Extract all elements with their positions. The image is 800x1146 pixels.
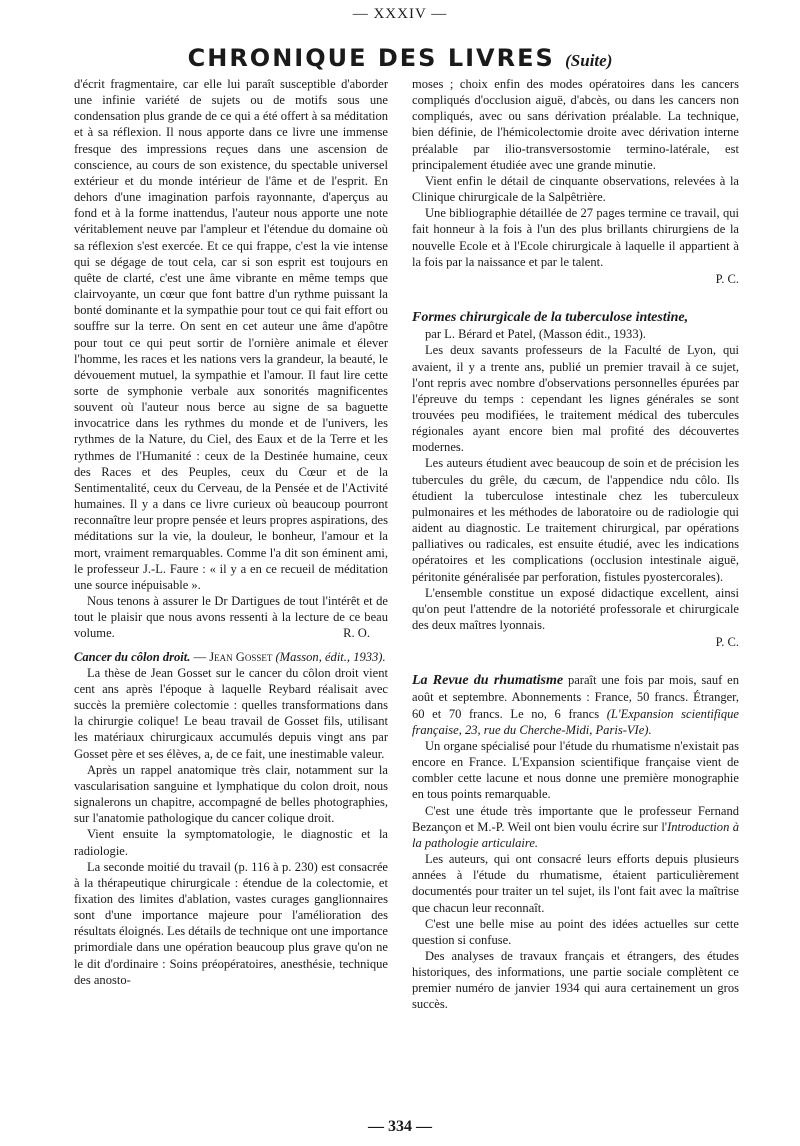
left-column	[74, 76, 388, 988]
paragraph: Vient enfin le détail de cinquante observations, relevées à la Clinique chirurgicale de la Salpêtrière.	[412, 173, 739, 205]
right-column	[412, 76, 739, 1013]
review-publisher: (L'Expansion scientifique française, 23, rue du Cherche-Midi, Paris-VIe).	[412, 706, 739, 737]
paragraph: d'écrit fragmentaire, car elle lui paraît susceptible d'aborder une infinie variété de sujets ou de motifs sous une condensation plus grande de ce qui a été offert à sa méditation et à sa réflexion. Il nous apporte dans ce livre une immense fresque des impressions reçues dans une ascension de conscience, au cours de son existence, du spectable universel extérieur et du monde intérieur de l'âme et de l'esprit. En dehors d'une imagination parfois rayonnante, d'aperçus au fond et à la forme inattendus, l'auteur nous apporte une note véritablement neuve par l'ampleur et l'étendue du domaine où sa réflexion s'est exercée. Et ce qui frappe, c'est la vie intense qui se dégage de tout cela, car si son esprit est toujours en quête de clarté, c'est une âme vibrante en même temps que clairvoyante, un cœur que font battre d'un rythme puissant la bonté dominante et la sympathie pour tout ce qui fait effort ou souffre sur la terre. On sent en cet auteur une âme d'apôtre pour tout ce qui peut sortir de l'ornière animale et élever l'homme, les races et les nations vers la grandeur, la beauté, le dévouement mutuel, la sympathie et l'amour. Il faut lire cette sorte de symphonie verbale aux sonorités magnificentes souvent où l'auteur nous berce au signe de sa baguette invocatrice dans les rythmes du monde et de l'univers, les rythmes de la Nature, du Ciel, des Eaux et de la Terre et les rythmes de l'Humanité : ceux de la Destinée humaine, ceux des Races et des Peuples, ceux du Cœur et de la Sentimentalité, ceux du Cerveau, de la Pensée et de l'Activité humaines. Il y a dans ce livre curieux où beaucoup pourront reconnaître leur propre pensée et leurs propres aspirations, des méditations sur la vie, la douleur, le bonheur, l'amour et la mort, vraiment remarquables. Comme l'a dit son éminent ami, le professeur J.-L. Faure : « il y a en ce recueil de méditation une source inépuisable ».	[74, 77, 388, 592]
paragraph: Nous tenons à assurer le Dr Dartigues de tout l'intérêt et de tout le plaisir que nous avons ressenti à la lecture de ce beau volume.	[74, 594, 388, 641]
signature: P. C.	[715, 635, 739, 650]
review-title: La Revue du rhumatisme	[412, 673, 564, 689]
paragraph: Les auteurs étudient avec beaucoup de soin et de précision les tubercules du grêle, du cæcum, de l'appendice ndu côlo. Ils étudient la tuberculose intestinale chez les tuberculeux pulmonaires et les méthodes de laboratoire ou de radiologie qui aident au diagnostic. Le traitement chirurgical, par opérations palliatives ou radicales, est ensuite étudié, avec les indications opératoires et les complications (occlusion intestinale aiguë, péritonite généralisée par perforation, fistules pyostercorales).	[412, 456, 739, 584]
header-title: CHRONIQUE DES LIVRES	[187, 44, 555, 72]
paragraph: Vient ensuite la symptomatologie, le diagnostic et la radiologie.	[74, 827, 388, 858]
page-roman-numeral: — XXXIV —	[352, 6, 448, 22]
review-intro: paraît une fois par mois, sauf en août et septembre. Abonnements : France, 50 francs. Étranger, 60 et 70 francs. Le no, 6 francs	[412, 673, 739, 721]
review-heading	[74, 649, 388, 665]
paragraph	[412, 803, 739, 851]
signature: R. O.	[343, 626, 370, 641]
paragraph: C'est une belle mise au point des idées actuelles sur cette question si confuse.	[412, 916, 739, 947]
review-byline: par L. Bérard et Patel, (Masson édit., 1933).	[425, 327, 646, 342]
paragraph: Un organe spécialisé pour l'étude du rhumatisme n'existait pas encore en France. L'Expansion scientifique française vient de combler cette lacune et nous donne une première monographie en tous points remarquable.	[412, 738, 739, 802]
review-author: — Jean Gosset	[193, 649, 273, 664]
paragraph: La seconde moitié du travail (p. 116 à p. 230) est consacrée à la thérapeutique chirurgicale : étendue de la colectomie, et fixation des limites d'ablation, vastes curages ganglionnaires sont d'une importance majeure pour l'amélioration des résultats éloignés. Les détails de technique ont une importance primordiale dans une opération beaucoup plus grave qu'on ne le dit d'ordinaire : Soins préopératoires, anesthésie, technique des anosto-	[74, 859, 388, 987]
paragraph: La thèse de Jean Gosset sur le cancer du côlon droit vient cent ans après l'époque à laquelle Reybard réalisait avec succès la première colectomie : quelles transformations dans la chirurgie colique! Le beau travail de Gosset fils, utilisant les matériaux chirurgicaux accumulés depuis vingt ans par Gosset père et ses élèves, a, de ce fait, une inestimable valeur.	[74, 665, 388, 761]
review-title	[412, 309, 739, 326]
section-gap	[412, 287, 739, 309]
paragraph-text: C'est une étude très importante que le professeur Fernand Bezançon et M.-P. Weil ont bien voulu écrire sur l'	[412, 803, 739, 834]
review-heading	[412, 672, 739, 738]
paragraph: Après un rappel anatomique très clair, notamment sur la vascularisation sanguine et lymphatique du colon droit, nous signalerons un chapitre, accompagné de belles photographies, sur l'anatomie pathologique du cancer colique droit.	[74, 762, 388, 826]
section-header	[0, 44, 800, 72]
paragraph: L'ensemble constitue un exposé didactique excellent, ainsi qu'on peut l'attendre de la notoriété professorale et chirurgicale des deux maîtres lyonnais.	[412, 585, 739, 632]
paragraph: Les deux savants professeurs de la Faculté de Lyon, qui avaient, il y a trente ans, publié un premier travail à ce sujet, l'ont repris avec nombre d'observations personnelles épurées par l'épreuve du temps : cependant les lignes générales se sont trouvées peu modifiées, le traitement médical des tubercules régionales ayant encore bien mal profité des découvertes modernes.	[412, 343, 739, 455]
header-suite: (Suite)	[565, 51, 613, 70]
signature: P. C.	[715, 271, 739, 286]
paragraph: moses ; choix enfin des modes opératoires dans les cancers compliqués d'occlusion aiguë, d'abcès, ou dans les cancers non compliqués, avec ou sans dérivation préalable. La technique, bien définie, de l'hémicolectomie droite avec dérivation interne préalable par ilio-transversostomie termino-latérale, est principalement étudiée avec une grande minutie.	[412, 77, 739, 172]
review-title-text: Formes chirurgicale de la tuberculose intestine,	[412, 310, 689, 326]
review-publisher: (Masson, édit., 1933).	[275, 649, 386, 664]
section-gap	[412, 650, 739, 672]
book-title: Introduction à la pathologie articulaire.	[412, 819, 739, 850]
paragraph: Les auteurs, qui ont consacré leurs efforts depuis plusieurs années à l'étude du rhumatisme, étaient particulièrement documentés pour traiter un tel sujet, ils l'ont fait avec la maîtrise que chacun leur reconnaît.	[412, 852, 739, 915]
paragraph: Des analyses de travaux français et étrangers, des études historiques, des informations, une partie sociale complètent ce premier numéro de janvier 1934 qui aura certainement un gros succès.	[412, 948, 739, 1012]
paragraph: Une bibliographie détaillée de 27 pages termine ce travail, qui fait honneur à la fois à l'un des plus brillants chirurgiens de la nouvelle Ecole et à l'Ecole chirurgicale à laquelle il appartient à la fois par la naissance et par le talent.	[412, 206, 739, 269]
review-title: Cancer du côlon droit.	[74, 649, 191, 664]
page-number: — 334 —	[368, 1118, 432, 1135]
